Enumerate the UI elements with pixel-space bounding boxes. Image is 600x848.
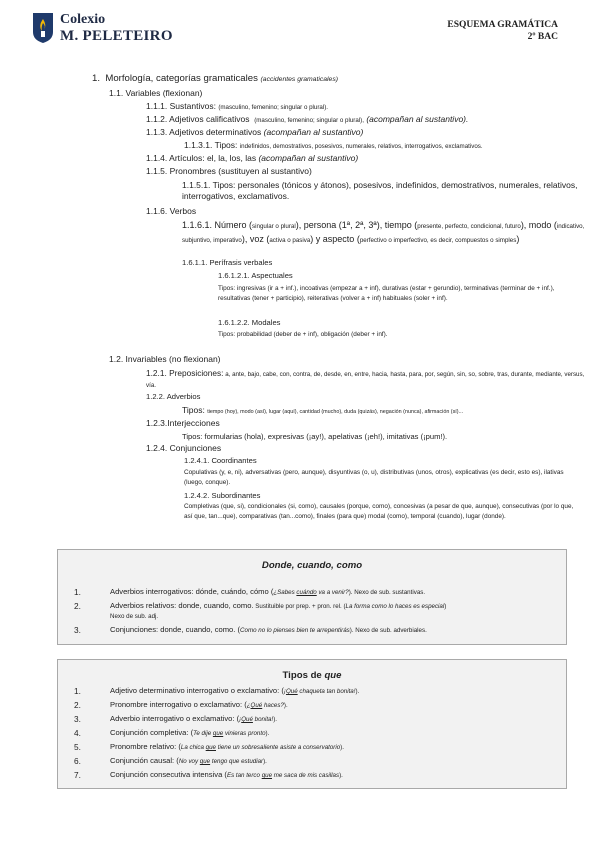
detail: (masculino, femenino; singular o plural), [254, 117, 364, 124]
part: ). [263, 758, 267, 765]
document-header [447, 19, 558, 43]
part: Adverbios interrogativos: dónde, cuándo, cómo ( [110, 587, 274, 596]
part: cuándo [296, 589, 317, 596]
part: Sustituible por prep. + pron. rel. ( [253, 603, 346, 610]
box2-item-5 [110, 742, 344, 753]
document-title: ESQUEMA GRAMÁTICA [447, 20, 558, 30]
section-aspectuales: 1.6.1.2.1. Aspectuales [218, 271, 293, 280]
part: Es tan terco [226, 772, 262, 779]
part: chaqueta tan bonita! [297, 688, 356, 695]
course-label: 2º BAC [527, 32, 558, 42]
part: tengo que estudiar [210, 758, 264, 765]
part: Nexo de sub. adj. [110, 613, 159, 620]
part: tiene un sobresaliente asiste a conservatorio [216, 744, 341, 751]
part: Adjetivo determinativo interrogativo o exclamativo: ( [110, 686, 284, 695]
part: Qué [241, 716, 253, 723]
part: activa o pasiva [269, 237, 311, 244]
part: ). [339, 772, 343, 779]
title-part: que [324, 670, 342, 681]
part: ¡ [283, 688, 286, 695]
part: ¿ [246, 702, 251, 709]
part: ). [283, 702, 288, 709]
interjection-types: Tipos: formularias (hola), expresivas (¡ay!), apelativas (¡eh!), imitativas (¡pum!). [182, 432, 448, 441]
section-1-label: Morfología, categorías gramaticales [105, 73, 258, 84]
part: Conjunción consecutiva intensiva ( [110, 770, 227, 779]
note: (acompañan al sustantivo). [366, 114, 469, 124]
part: ¡ [239, 716, 242, 723]
part: Adverbios relativos: donde, cuando, como. [110, 601, 254, 610]
box1-item-1 [110, 587, 425, 598]
section-1-2-3: 1.2.3.Interjecciones [146, 418, 220, 428]
section-1-2-4: 1.2.4. Conjunciones [146, 443, 222, 453]
box2-item-4 [110, 728, 269, 739]
part: No voy [178, 758, 200, 765]
title-part: Tipos de [282, 670, 325, 681]
part: La chica [180, 744, 206, 751]
label: 1.1.4. Artículos: el, la, los, las [146, 153, 257, 163]
box2-item-4-number: 4. [74, 728, 81, 738]
subordinantes-types: Completivas (que, si), condicionales (si, como), causales (porque, como), concesivas (a pesar de que, aunque), consecutivas (por lo que, así que, tan...que), comparativas (tan...como), finales (para que) modal (como), temporal (cuando), lugar (donde). [184, 503, 574, 520]
part: ), voz ( [241, 234, 270, 244]
label: 1.2.1. Preposiciones: [146, 368, 224, 378]
box2-title [58, 670, 566, 681]
detail: (masculino, femenino; singular o plural). [218, 104, 329, 111]
tipos-de-que-box [57, 659, 567, 789]
section-coordinantes: 1.2.4.1. Coordinantes [184, 456, 257, 465]
part: Como no lo pienses bien te arrepentirás [240, 627, 350, 634]
section-1-2-2: 1.2.2. Adverbios [146, 392, 201, 401]
detail: indefinidos, demostrativos, posesivos, numerales, relativos, interrogativos, exclamativos. [239, 143, 483, 150]
label: 1.1.1. Sustantivos: [146, 101, 216, 111]
part: Te dije [193, 730, 213, 737]
aspectuales-types: Tipos: ingresivas (ir a + inf.), incoativas (empezar a + inf), durativas (estar + gerundio), terminativas (terminar de + inf.), resultativas (tener + participio), reiterativas (volver a + inf) habituales (soler + inf). [218, 285, 555, 302]
box2-item-6-number: 6. [74, 756, 81, 766]
part: Conjunciones: donde, cuando, como. ( [110, 625, 241, 634]
box2-item-1 [110, 686, 359, 697]
box2-item-3-number: 3. [74, 714, 81, 724]
part: que [212, 730, 224, 737]
box1-item-3 [110, 625, 427, 636]
box1-item-2 [110, 601, 446, 612]
modales-types: Tipos: probabilidad (deber de + inf), obligación (deber + inf). [218, 331, 388, 338]
box1-item-2-number: 2. [74, 601, 81, 611]
section-1-1-6: 1.1.6. Verbos [146, 206, 197, 216]
box2-item-2-number: 2. [74, 700, 81, 710]
part: presente, perfecto, condicional, futuro [417, 223, 521, 230]
part: indicativo, subjuntivo, imperativo [182, 223, 585, 244]
coordinantes-types: Copulativas (y, e, ni), adversativas (pero, aunque), disyuntivas (o, u), distributivas (unos, otros), explicativas (es decir, esto es), ilativas (luego, conque). [184, 469, 564, 486]
box1-title [58, 560, 566, 571]
part: bonita! [252, 716, 274, 723]
box2-item-7 [110, 770, 343, 781]
adverb-types [182, 405, 463, 418]
school-name-line2: M. PELETEIRO [60, 28, 173, 44]
part: ). [355, 688, 360, 695]
box2-item-7-number: 7. [74, 770, 81, 780]
section-1-note: (accidentes gramaticales) [260, 76, 338, 83]
section-1-1-1 [146, 101, 328, 113]
section-1-1-2 [146, 114, 468, 126]
part: Qué [250, 702, 263, 709]
part: ) [444, 603, 447, 610]
donde-cuando-como-box [57, 549, 567, 645]
part: ). [265, 730, 270, 737]
section-1-1-5: 1.1.5. Pronombres (sustituyen al sustantivo) [146, 166, 312, 176]
box1-item-3-number: 3. [74, 625, 81, 635]
part: ). Nexo de sub. sustantivas. [348, 589, 426, 596]
part: Pronombre relativo: ( [110, 742, 181, 751]
part: 1.1.6.1. Número ( [182, 220, 253, 230]
box2-item-2 [110, 700, 288, 711]
label: 1.1.2. Adjetivos calificativos [146, 114, 250, 124]
part: ). Nexo de sub. adverbiales. [349, 627, 427, 634]
part: ) y aspecto ( [310, 234, 360, 244]
section-1-2: 1.2. Invariables (no flexionan) [109, 354, 221, 364]
section-1-1: 1.1. Variables (flexionan) [109, 88, 203, 98]
part: que [199, 758, 211, 765]
section-modales: 1.6.1.2.2. Modales [218, 318, 281, 327]
section-1-1-6-1 [182, 219, 587, 247]
section-1-1-4 [146, 153, 358, 164]
section-1-number: 1. [92, 73, 101, 84]
note: (acompañan al sustantivo) [258, 153, 359, 163]
school-shield-logo [32, 12, 54, 44]
part: Conjunción causal: ( [110, 756, 179, 765]
part: perfectivo o imperfectivo, es decir, compuestos o simples [359, 237, 517, 244]
box2-item-5-number: 5. [74, 742, 81, 752]
part: Pronombre interrogativo o exclamativo: ( [110, 700, 247, 709]
box2-item-3 [110, 714, 277, 725]
part: que [261, 772, 273, 779]
box2-item-1-number: 1. [74, 686, 81, 696]
label: Tipos: [182, 405, 205, 415]
part: Adverbio interrogativo o exclamativo: ( [110, 714, 240, 723]
part: Qué [285, 688, 298, 695]
part: ¿Sabes [273, 589, 297, 596]
part: ). [340, 744, 344, 751]
section-subordinantes: 1.2.4.2. Subordinantes [184, 491, 261, 500]
part: ), modo ( [520, 220, 557, 230]
section-periphrasis: 1.6.1.1. Perífrasis verbales [182, 258, 273, 267]
box1-item-1-number: 1. [74, 587, 81, 597]
section-1-1-3-1 [184, 140, 483, 152]
part: me saca de mis casillas [272, 772, 340, 779]
part: ), persona (1ª, 2ª, 3ª), tiempo ( [295, 220, 418, 230]
school-name [60, 11, 173, 45]
box1-item-2-cont [110, 611, 158, 622]
part: vinieras pronto [223, 730, 266, 737]
box2-item-6 [110, 756, 267, 767]
part: singular o plural [252, 223, 296, 230]
label: 1.1.3.1. Tipos: [184, 140, 238, 150]
part: Conjunción completiva: ( [110, 728, 194, 737]
school-name-line1: Colexio [60, 12, 106, 27]
detail: a, ante, bajo, cabe, con, contra, de, desde, en, entre, hacia, hasta, para, por, según, sin, so, sobre, tras, durante, mediante, versus, vía. [146, 371, 585, 389]
label: 1.1.3. Adjetivos determinativos [146, 127, 262, 137]
part: ). [273, 716, 277, 723]
part: ) [516, 234, 520, 244]
section-1-1-5-1: 1.1.5.1. Tipos: personales (tónicos y átonos), posesivos, indefinidos, demostrativos, numerales, relativos, interrogativos, exclamativos. [182, 180, 578, 201]
part: La forma como lo haces es especial [345, 603, 445, 610]
detail: tiempo (hoy), modo (así), lugar (aquí), cantidad (mucho), duda (quizás), negación (nunca), afirmación (sí)... [207, 409, 464, 415]
title: Donde, cuando, como [261, 560, 363, 571]
part: que [205, 744, 216, 751]
section-1-2-1 [146, 368, 586, 391]
section-1 [92, 73, 338, 86]
note: (acompañan al sustantivo) [263, 127, 364, 137]
part: va a venir? [316, 589, 349, 596]
section-1-1-3 [146, 127, 363, 138]
part: haces? [262, 702, 284, 709]
